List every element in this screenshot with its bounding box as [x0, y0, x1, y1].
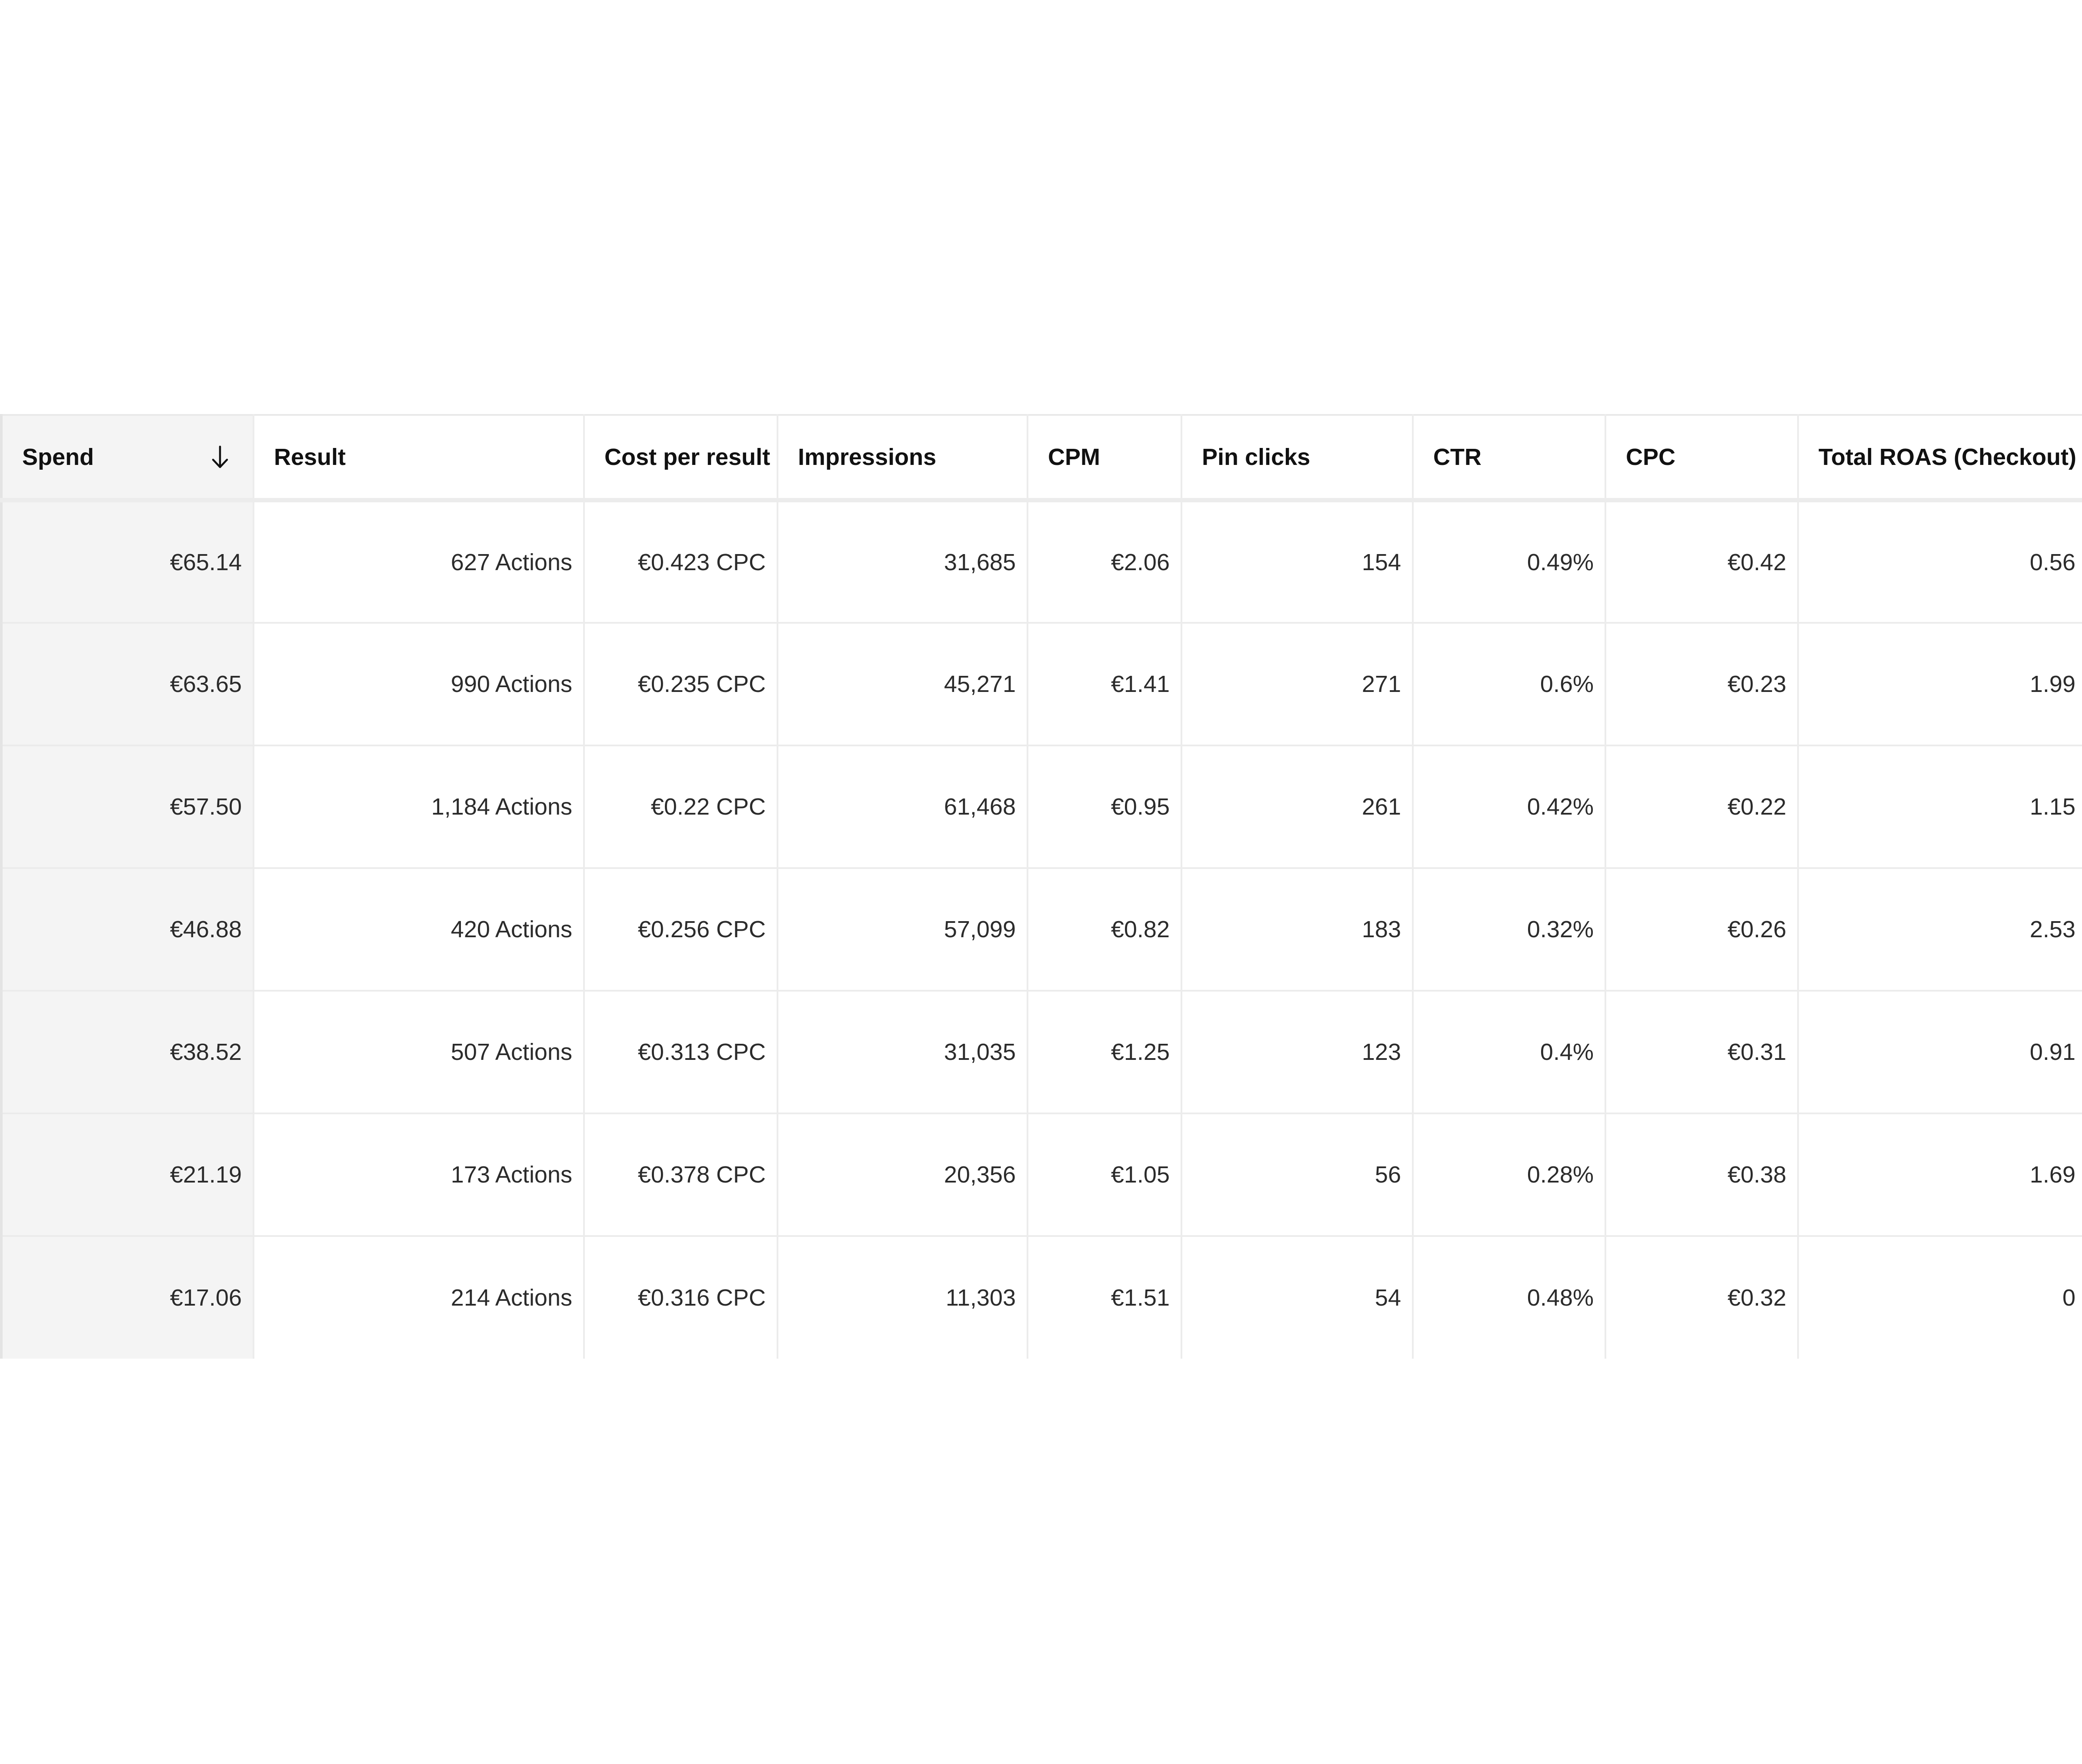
cell-cost-per-result: €0.423 CPC [584, 500, 777, 623]
cell-result: 173 Actions [254, 1113, 584, 1236]
cell-spend: €46.88 [1, 868, 254, 991]
cell-result: 507 Actions [254, 991, 584, 1113]
column-header-ctr[interactable] [1413, 415, 1605, 500]
table-row[interactable] [1, 745, 2082, 868]
cell-cpm: €0.82 [1028, 868, 1181, 991]
cell-spend: €17.06 [1, 1236, 254, 1359]
cell-cost-per-result: €0.235 CPC [584, 623, 777, 745]
cell-cpm: €1.25 [1028, 991, 1181, 1113]
cell-total-roas: 0.91 [1798, 991, 2082, 1113]
cell-cost-per-result: €0.378 CPC [584, 1113, 777, 1236]
cell-spend: €38.52 [1, 991, 254, 1113]
cell-spend: €21.19 [1, 1113, 254, 1236]
cell-result: 990 Actions [254, 623, 584, 745]
cell-ctr: 0.42% [1413, 745, 1605, 868]
cell-impressions: 11,303 [777, 1236, 1028, 1359]
cell-ctr: 0.48% [1413, 1236, 1605, 1359]
cell-total-roas: 0 [1798, 1236, 2082, 1359]
cell-ctr: 0.4% [1413, 991, 1605, 1113]
cell-cpc: €0.38 [1605, 1113, 1798, 1236]
table-body [1, 500, 2082, 1359]
column-header-label: Cost per result [604, 444, 771, 470]
ads-metrics-table [0, 414, 2082, 1359]
cell-cpm: €0.95 [1028, 745, 1181, 868]
cell-ctr: 0.6% [1413, 623, 1605, 745]
cell-impressions: 45,271 [777, 623, 1028, 745]
column-header-label: Total ROAS (Checkout) [1818, 444, 2076, 470]
cell-total-roas: 2.53 [1798, 868, 2082, 991]
cell-cost-per-result: €0.316 CPC [584, 1236, 777, 1359]
column-header-spend[interactable] [1, 415, 254, 500]
cell-pin-clicks: 56 [1181, 1113, 1413, 1236]
cell-ctr: 0.49% [1413, 500, 1605, 623]
cell-cpc: €0.42 [1605, 500, 1798, 623]
cell-cpm: €1.41 [1028, 623, 1181, 745]
cell-cpc: €0.31 [1605, 991, 1798, 1113]
cell-pin-clicks: 123 [1181, 991, 1413, 1113]
cell-cpc: €0.32 [1605, 1236, 1798, 1359]
cell-pin-clicks: 271 [1181, 623, 1413, 745]
column-header-label: Result [274, 444, 346, 470]
table-header [1, 415, 2082, 500]
cell-cost-per-result: €0.313 CPC [584, 991, 777, 1113]
cell-result: 420 Actions [254, 868, 584, 991]
cell-ctr: 0.32% [1413, 868, 1605, 991]
column-header-cpc[interactable] [1605, 415, 1798, 500]
cell-cpm: €2.06 [1028, 500, 1181, 623]
column-header-label: Spend [22, 444, 94, 470]
cell-spend: €57.50 [1, 745, 254, 868]
column-header-label: Pin clicks [1202, 444, 1311, 470]
table-row[interactable] [1, 500, 2082, 623]
column-header-label: CPC [1626, 444, 1676, 470]
table-row[interactable] [1, 991, 2082, 1113]
cell-pin-clicks: 154 [1181, 500, 1413, 623]
cell-impressions: 20,356 [777, 1113, 1028, 1236]
cell-total-roas: 0.56 [1798, 500, 2082, 623]
cell-result: 1,184 Actions [254, 745, 584, 868]
cell-impressions: 61,468 [777, 745, 1028, 868]
cell-cpm: €1.05 [1028, 1113, 1181, 1236]
cell-pin-clicks: 261 [1181, 745, 1413, 868]
cell-total-roas: 1.99 [1798, 623, 2082, 745]
column-header-cpm[interactable] [1028, 415, 1181, 500]
cell-total-roas: 1.15 [1798, 745, 2082, 868]
cell-impressions: 57,099 [777, 868, 1028, 991]
cell-impressions: 31,685 [777, 500, 1028, 623]
column-header-label: CPM [1048, 444, 1100, 470]
table-row[interactable] [1, 1113, 2082, 1236]
column-header-label: CTR [1433, 444, 1481, 470]
cell-ctr: 0.28% [1413, 1113, 1605, 1236]
cell-cpc: €0.26 [1605, 868, 1798, 991]
cell-spend: €65.14 [1, 500, 254, 623]
ads-metrics-table-container [0, 414, 2082, 1360]
column-header-pin-clicks[interactable] [1181, 415, 1413, 500]
table-row[interactable] [1, 1236, 2082, 1359]
column-header-cost-per-result[interactable] [584, 415, 777, 500]
cell-cpm: €1.51 [1028, 1236, 1181, 1359]
cell-pin-clicks: 54 [1181, 1236, 1413, 1359]
cell-spend: €63.65 [1, 623, 254, 745]
table-row[interactable] [1, 868, 2082, 991]
cell-result: 627 Actions [254, 500, 584, 623]
cell-result: 214 Actions [254, 1236, 584, 1359]
header-row [1, 415, 2082, 500]
cell-impressions: 31,035 [777, 991, 1028, 1113]
column-header-result[interactable] [254, 415, 584, 500]
cell-cpc: €0.23 [1605, 623, 1798, 745]
cell-cpc: €0.22 [1605, 745, 1798, 868]
column-header-impressions[interactable] [777, 415, 1028, 500]
table-row[interactable] [1, 623, 2082, 745]
cell-cost-per-result: €0.256 CPC [584, 868, 777, 991]
cell-pin-clicks: 183 [1181, 868, 1413, 991]
cell-total-roas: 1.69 [1798, 1113, 2082, 1236]
column-header-total-roas-checkout[interactable] [1798, 415, 2082, 500]
cell-cost-per-result: €0.22 CPC [584, 745, 777, 868]
arrow-down-icon[interactable] [207, 444, 233, 470]
column-header-label: Impressions [798, 444, 937, 470]
